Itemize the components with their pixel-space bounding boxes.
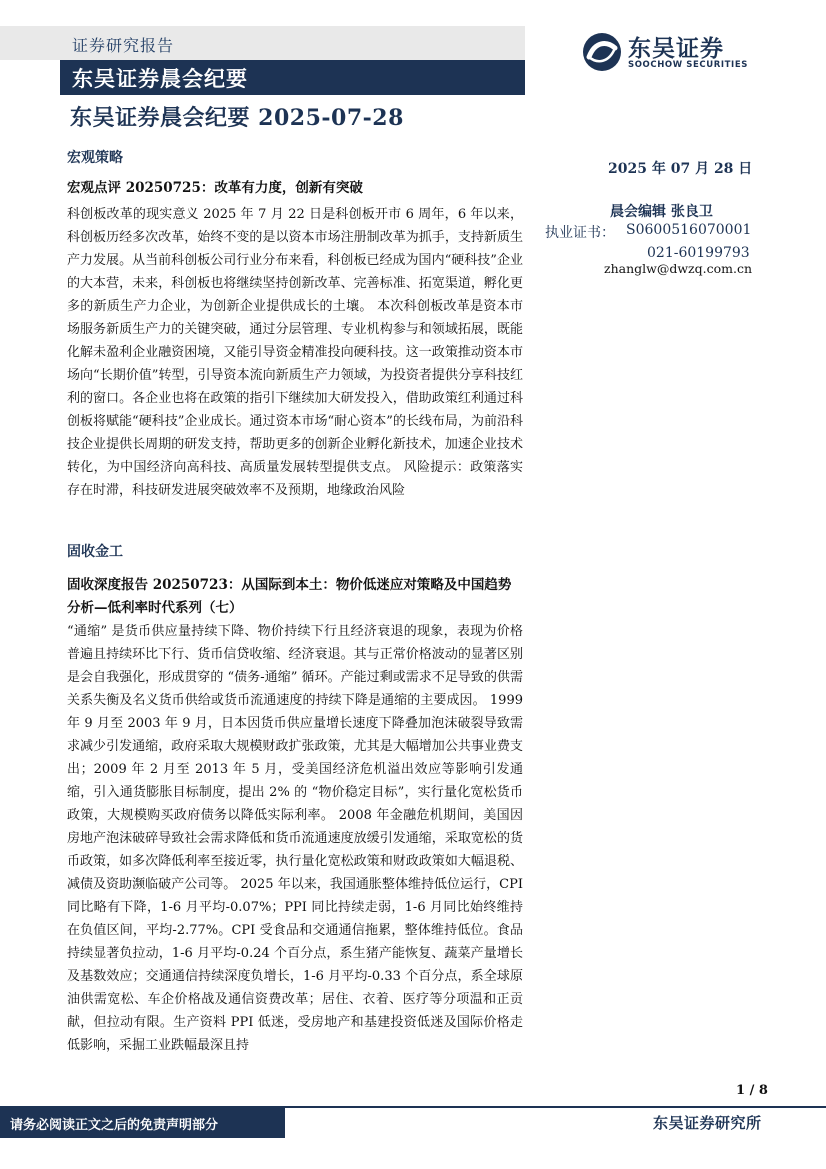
page-number: 1 / 8 (736, 1083, 768, 1098)
article-body-fixed-income: “通缩” 是货币供应量持续下降、物价持续下行且经济衰退的现象，表现为价格普遍且持续环比下行、货币信贷收缩、经济衰退。其与正常价格波动的显著区别是会自我强化，形成贯穿的 “债务-通缩” 循环。产能过剩或需求不足导致的供需关系失衡及名义货币供给或货币流通速度的持续下降是通缩的主要成因。 1999 年 9 月至 2003 年 9 月，日本因货币供应量增长速度下降叠加泡沫破裂导致需求减少引发通缩，政府采取大规模财政扩张政策，尤其是大幅增加公共事业费支出；2009 年 2 月至 2013 年 5 月，受美国经济危机溢出效应等影响引发通缩，引入通货膨胀目标制度，提出 2% 的 “物价稳定目标”，实行量化宽松货币政策，大规模购买政府债务以降低实际利率。 2008 年金融危机期间，美国因房地产泡沫破碎导致社会需求降低和货币流通速度放缓引发通缩，采取宽松的货币政策，如多次降低利率至接近零，执行量化宽松政策和财政政策如大幅退税、减债及资助濒临破产公司等。 2025 年以来，我国通胀整体维持低位运行，CPI 同比略有下降，1-6 月平均-0.07%；PPI 同比持续走弱，1-6 月同比始终维持在负值区间，平均-2.77%。CPI 受食品和交通通信拖累，整体维持低位。食品持续显著负拉动，1-6 月平均-0.24 个百分点，系生猪产能恢复、蔬菜产量增长及基数效应；交通通信持续深度负增长，1-6 月平均-0.33 个百分点，系全球原油供需宽松、车企价格战及通信资费改革；居住、衣着、医疗等分项温和正贡献，但拉动有限。生产资料 PPI 低迷，受房地产和基建投资低迷及国际价格走低影响，采掘工业跌幅最深且持 (67, 624, 523, 1052)
disclaimer-notice: 请务必阅读正文之后的免责声明部分 (10, 1118, 219, 1133)
soochow-logo-icon (581, 31, 623, 73)
report-date: 2025 年 07 月 28 日 (608, 161, 753, 177)
editor-line: 晨会编辑 张良卫 (610, 204, 713, 220)
email-address[interactable]: zhanglw@dwzq.com.cn (604, 261, 753, 276)
brand-name-cn: 东吴证券 (628, 36, 724, 62)
article-title-fixed-income: 固收深度报告 20250723：从国际到本土：物价低迷应对策略及中国趋势分析—低利率时代系列（七） (67, 577, 512, 616)
article-body-macro: 科创板改革的现实意义 2025 年 7 月 22 日是科创板开市 6 周年，6 年以来，科创板历经多次改革，始终不变的是以资本市场注册制改革为抓手，支持新质生产力发展。从当前科创板公司行业分布来看，科创板已经成为国内“硬科技”企业的大本营，未来，科创板也将继续坚持创新改革、完善标准、拓宽渠道，孵化更多的新质生产力企业，为创新企业提供成长的土壤。 本次科创板改革是资本市场服务新质生产力的关键突破，通过分层管理、专业机构参与和领域拓展，既能化解未盈利企业融资困境，又能引导资金精准投向硬科技。这一政策推动资本市场向“长期价值”转型，引导资本流向新质生产力领域，为投资者提供分享科技红利的窗口。各企业也将在政策的指引下继续加大研发投入，借助政策红利通过科创板将赋能“硬科技”企业成长。通过资本市场“耐心资本”的长线布局，为前沿科技企业提供长周期的研发支持，帮助更多的创新企业孵化新技术，加速企业技术转化，为中国经济向高科技、高质量发展转型提供支点。 风险提示：政策落实存在时滞，科技研发进展突破效率不及预期，地缘政治风险 (67, 207, 523, 498)
document-title: 东吴证券晨会纪要 2025-07-28 (70, 105, 404, 131)
brand-name-en: SOOCHOW SECURITIES (628, 60, 748, 70)
cert-number: S0600516070001 (626, 222, 752, 238)
cert-label: 执业证书： (545, 225, 615, 241)
article-title-macro: 宏观点评 20250725：改革有力度，创新有突破 (67, 180, 363, 196)
section-heading-macro: 宏观策略 (67, 150, 123, 166)
footer-brand: 东吴证券研究所 (653, 1114, 762, 1132)
report-type-label: 证券研究报告 (72, 36, 175, 55)
phone-number: 021-60199793 (647, 245, 750, 261)
section-heading-fixed-income: 固收金工 (67, 544, 123, 560)
series-title: 东吴证券晨会纪要 (72, 66, 248, 91)
